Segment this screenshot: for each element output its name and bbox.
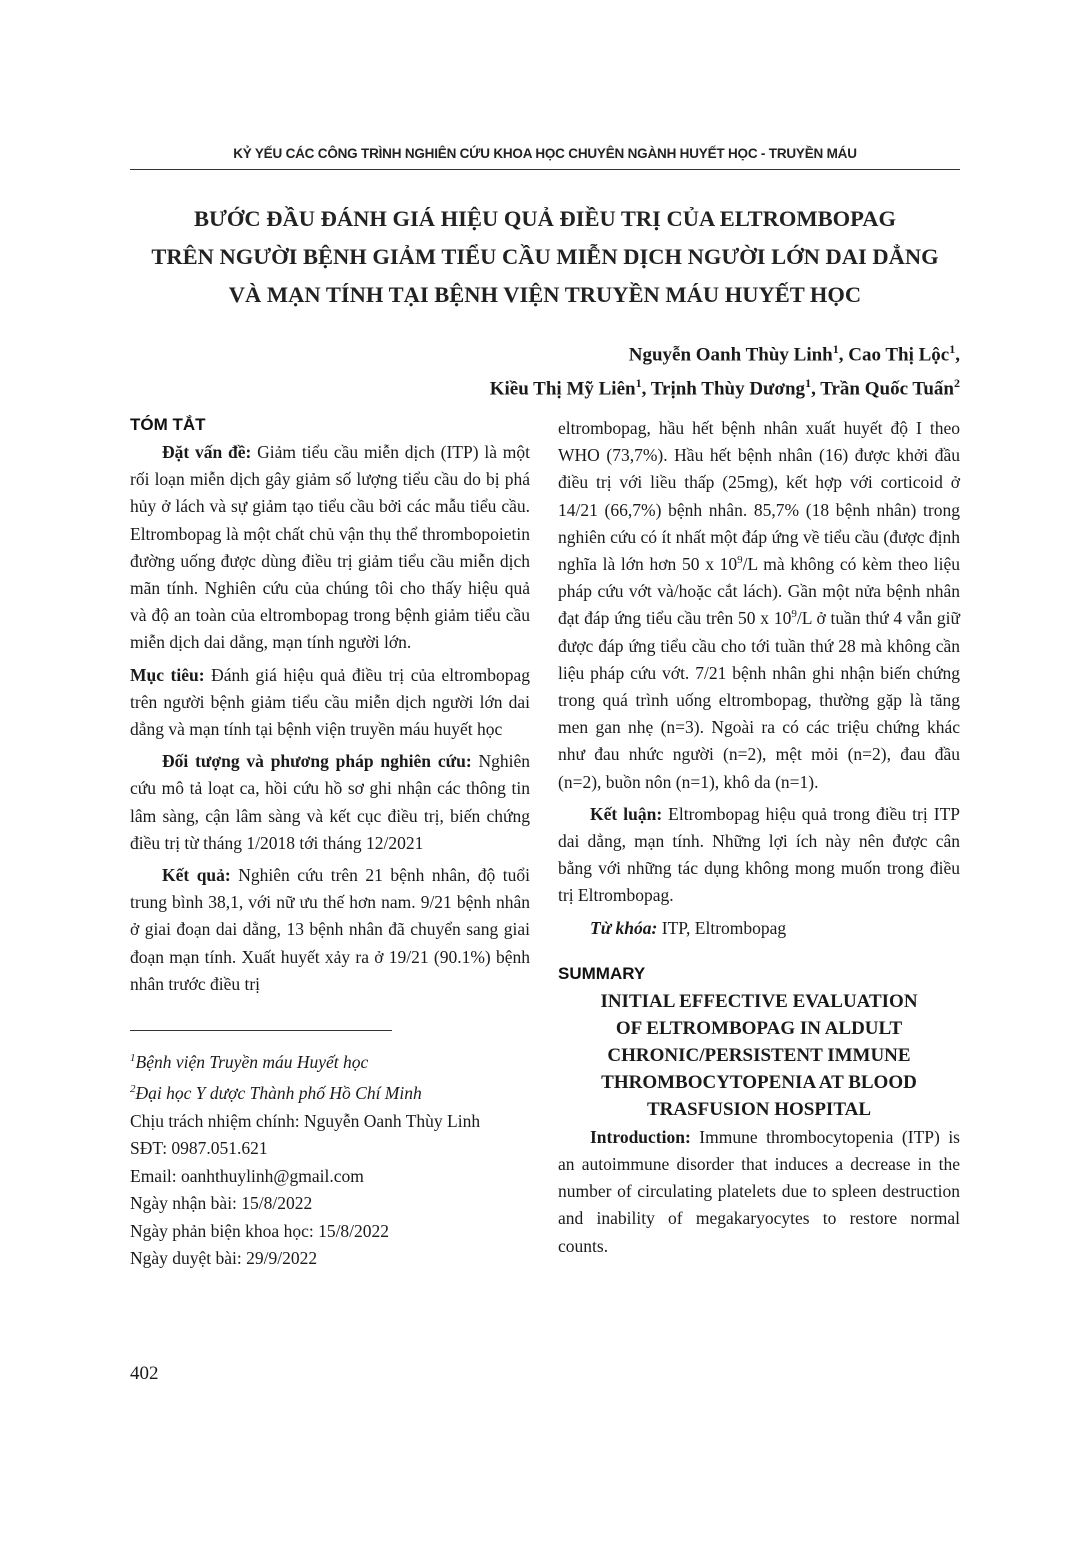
summary-title [558, 988, 960, 1123]
abstract-methods [130, 748, 530, 857]
summary-title-line-3: CHRONIC/PERSISTENT IMMUNE [607, 1044, 911, 1066]
summary-title-line-4: THROMBOCYTOPENIA AT BLOOD [601, 1071, 917, 1093]
results-text-part-2: /L mà không có kèm theo liệu pháp cứu vớt và/hoặc cắt lách). Gần một nửa bệnh nhân đạt đáp ứng tiểu cầu trên 50 x 10 [558, 554, 960, 629]
author-affiliation-mark: 1 [635, 376, 642, 391]
summary-title-line-1: INITIAL EFFECTIVE EVALUATION [600, 990, 918, 1012]
summary-heading: SUMMARY [558, 963, 646, 983]
affiliation-mark: 1 [130, 1052, 136, 1065]
methods-text: Nghiên cứu mô tả loạt ca, hồi cứu hồ sơ ghi nhận các thông tin lâm sàng, cận lâm sàng và kết cục điều trị, biến chứng điều trị từ tháng 1/2018 tới tháng 12/2021 [130, 751, 530, 853]
phone-number: SĐT: 0987.051.621 [130, 1138, 268, 1159]
author-name: Nguyễn Oanh Thùy Linh [628, 344, 833, 366]
affiliation-name: Bệnh viện Truyền máu Huyết học [135, 1051, 369, 1072]
results-text: Nghiên cứu trên 21 bệnh nhân, độ tuổi trung bình 38,1, với nữ ưu thế hơn nam. 9/21 bệnh nhân ở giai đoạn dai dẳng, 13 bệnh nhân đã chuyển sang giai đoạn mạn tính. Xuất huyết xảy ra ở 19/21 (90.1%) bệnh nhân trước điều trị [130, 865, 530, 994]
title-line-3: VÀ MẠN TÍNH TẠI BỆNH VIỆN TRUYỀN MÁU HUYẾT HỌC [228, 282, 862, 307]
conclusion-text: Eltrombopag hiệu quả trong điều trị ITP dai dẳng, mạn tính. Những lợi ích này nên được cân bằng với những tác dụng không mong muốn trong điều trị Eltrombopag. [558, 803, 960, 906]
page-number: 402 [130, 1363, 159, 1384]
abstract-aim [130, 662, 530, 744]
affiliation-2 [130, 1076, 530, 1107]
summary-introduction-text: Immune thrombocytopenia (ITP) is an autoimmune disorder that induces a decrease in the number of circulating platelets due to spleen destruction and inability of megakaryocytes to restore normal counts. [558, 1126, 960, 1256]
title-line-2: TRÊN NGƯỜI BỆNH GIẢM TIỂU CẦU MIỄN DỊCH NGƯỜI LỚN DAI DẲNG [151, 244, 939, 269]
summary-introduction [558, 1124, 960, 1260]
abstract-keywords [558, 915, 960, 942]
date-accepted: Ngày duyệt bài: 29/9/2022 [130, 1248, 318, 1269]
header-rule [130, 169, 960, 170]
abstract-conclusion [558, 801, 960, 910]
author-list [490, 335, 960, 404]
results-text-part-3: /L ở tuần thứ 4 vẫn giữ được đáp ứng tiểu cầu cho tới tuần thứ 28 mà không cần liệu pháp cứu vớt. 7/21 bệnh nhân ghi nhận biến chứng trong quá trình uống eltrombopag, thường gặp là tăng men gan nhẹ (n=3). Ngoài ra có các triệu chứng khác như đau nhức người (n=2), mệt mỏi (n=2), đau đầu (n=2), buồn nôn (n=1), khô da (n=1). [558, 608, 961, 792]
author-name: Trần Quốc Tuấn [820, 378, 954, 400]
date-received: Ngày nhận bài: 15/8/2022 [130, 1193, 313, 1214]
introduction-text: Giảm tiểu cầu miễn dịch (ITP) là một rối loạn miễn dịch gây giảm số lượng tiểu cầu do bị phá hủy ở lách và sự giảm tạo tiểu cầu bởi các mẫu tiểu cầu. Eltrombopag là một chất chủ vận thụ thể thrombopoietin đường uống được dùng điều trị giảm tiểu cầu miễn dịch mãn tính. Nghiên cứu của chúng tôi cho thấy hiệu quả và độ an toàn của eltrombopag trong bệnh giảm tiểu cầu miễn dịch dai dẳng, mạn tính người lớn. [130, 442, 530, 653]
exponent: 9 [737, 554, 743, 567]
author-line-1: Nguyễn Oanh Thùy Linh$^1$, Cao Thị Lộc$^1$, [628, 342, 960, 366]
author-affiliation-mark: 2 [954, 376, 960, 391]
author-affiliation-mark: 1 [805, 376, 812, 391]
author-affiliation-mark: 1 [949, 342, 956, 356]
affiliation-1 [130, 1045, 530, 1076]
introduction-label: Đặt vấn đề: [162, 442, 252, 462]
title-line-1: BƯỚC ĐẦU ĐÁNH GIÁ HIỆU QUẢ ĐIỀU TRỊ CỦA ELTROMBOPAG [194, 206, 896, 231]
email-address: Email: oanhthuylinh@gmail.com [130, 1165, 364, 1186]
author-name: Kiều Thị Mỹ Liên [489, 378, 636, 400]
abstract-results [130, 862, 530, 998]
keywords-text: ITP, Eltrombopag [657, 917, 787, 938]
conclusion-label: Kết luận: [590, 803, 663, 824]
affiliation-mark: 2 [130, 1083, 136, 1096]
methods-label: Đối tượng và phương pháp nghiên cứu: [162, 751, 472, 772]
left-column [130, 415, 530, 1273]
summary-introduction-label: Introduction: [590, 1126, 691, 1147]
affiliation-name: Đại học Y dược Thành phố Hồ Chí Minh [135, 1083, 422, 1104]
summary-title-line-2: OF ELTROMBOPAG IN ALDULT [615, 1017, 903, 1039]
results-text-part-1: eltrombopag, hầu hết bệnh nhân xuất huyết độ I theo WHO (73,7%). Hầu hết bệnh nhân (16) được khởi đầu điều trị với liều thấp (25mg), kết hợp với corticoid ở 14/21 (66,7%) bệnh nhân. 85,7% (18 bệnh nhân) trong nghiên cứu có ít nhất một đáp ứng về tiểu cầu (được định nghĩa là lớn hơn 50 x 10 [558, 418, 960, 575]
corresponding-author: Chịu trách nhiệm chính: Nguyễn Oanh Thùy Linh [130, 1110, 481, 1131]
right-column [558, 415, 960, 1265]
paper-title [120, 200, 970, 314]
abstract-heading: TÓM TẮT [130, 415, 206, 434]
abstract-introduction [130, 439, 530, 657]
abstract-results-continued [558, 415, 960, 796]
author-line-2: Kiều Thị Mỹ Liên$^1$, Trịnh Thùy Dương$^1$, Trần Quốc Tuấn$^2$ [489, 376, 960, 400]
running-head: KỶ YẾU CÁC CÔNG TRÌNH NGHIÊN CỨU KHOA HỌC CHUYÊN NGÀNH HUYẾT HỌC - TRUYỀN MÁU [233, 146, 857, 161]
footnote-rule [130, 1030, 392, 1031]
summary-title-line-5: TRASFUSION HOSPITAL [646, 1098, 871, 1120]
date-reviewed: Ngày phản biện khoa học: 15/8/2022 [130, 1220, 390, 1241]
exponent: 9 [791, 608, 797, 621]
keywords-label: Từ khóa: [590, 917, 658, 938]
author-affiliation-mark: 1 [832, 342, 839, 356]
author-name: Cao Thị Lộc [848, 344, 950, 366]
author-name: Trịnh Thùy Dương [650, 378, 806, 400]
aim-label: Mục tiêu: [130, 664, 205, 685]
aim-text: Đánh giá hiệu quả điều trị của eltrombopag trên người bệnh giảm tiểu cầu miễn dịch người lớn dai dẳng và mạn tính tại bệnh viện truyền máu huyết học [130, 664, 530, 740]
results-label: Kết quả: [162, 865, 231, 886]
